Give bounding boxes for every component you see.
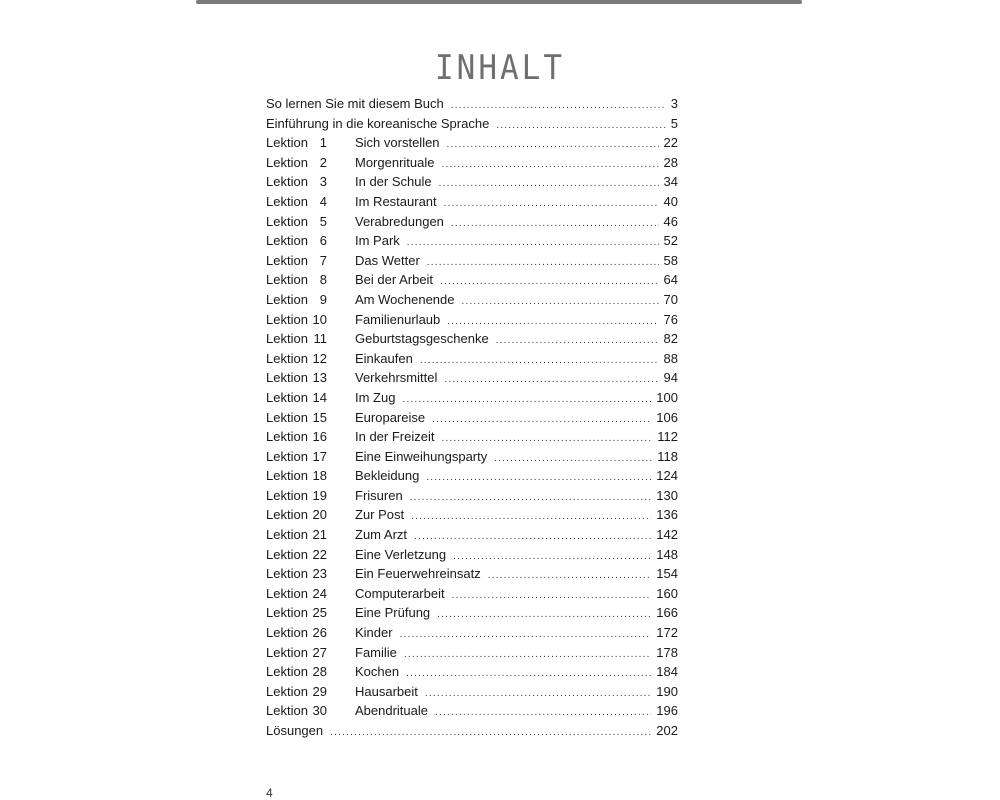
table-of-contents: [266, 94, 678, 741]
toc-dot-leader: [496, 331, 659, 351]
toc-page-number: 202: [656, 723, 678, 738]
toc-lesson-entry[interactable]: [266, 643, 678, 663]
toc-dot-leader: [330, 723, 651, 743]
toc-dot-leader: [426, 468, 651, 488]
toc-dot-leader: [427, 253, 659, 273]
toc-lesson-entry[interactable]: [266, 525, 678, 545]
lesson-number: 26: [312, 625, 327, 641]
lesson-number: 10: [312, 311, 327, 327]
toc-page-number: 82: [663, 331, 678, 347]
toc-lesson-entry[interactable]: [266, 623, 678, 643]
lesson-label: Lektion: [266, 135, 308, 151]
toc-dot-leader: [452, 586, 652, 606]
lesson-number: 29: [312, 683, 327, 699]
toc-lesson-entry[interactable]: [266, 447, 678, 467]
toc-lesson-entry[interactable]: [266, 368, 678, 388]
lesson-label: Lektion: [266, 213, 308, 229]
lesson-title: In der Freizeit: [355, 429, 435, 445]
toc-lesson-entry[interactable]: [266, 505, 678, 525]
lesson-title: Frisuren: [355, 487, 403, 503]
lesson-title: Bei der Arbeit: [355, 272, 434, 288]
toc-lesson-entry[interactable]: [266, 584, 678, 604]
lesson-title: Im Restaurant: [355, 193, 437, 209]
toc-dot-leader: [435, 703, 651, 723]
lesson-label: Lektion: [266, 468, 308, 484]
toc-page-number: 34: [663, 174, 678, 190]
toc-page-number: 70: [663, 291, 678, 307]
lesson-label: Lektion: [266, 703, 308, 719]
toc-page-number: 94: [663, 370, 678, 386]
toc-page-number: 64: [663, 272, 678, 288]
toc-dot-leader: [494, 449, 652, 469]
lesson-label: Lektion: [266, 507, 308, 523]
lesson-label: Lektion: [266, 625, 308, 641]
lesson-label: Lektion: [266, 193, 308, 209]
lesson-title: Morgenrituale: [355, 154, 435, 170]
lesson-label: Lektion: [266, 527, 308, 543]
toc-dot-leader: [453, 547, 651, 567]
lesson-title: Am Wochenende: [355, 291, 455, 307]
toc-page-number: 130: [656, 487, 678, 503]
lesson-label: Lektion: [266, 566, 308, 582]
lesson-label: Lektion: [266, 272, 308, 288]
lesson-number: 17: [312, 448, 327, 464]
toc-page-number: 184: [656, 664, 678, 680]
toc-page-number: 100: [656, 389, 678, 405]
lesson-title: Verabredungen: [355, 213, 444, 229]
lesson-number: 1: [319, 135, 327, 151]
lesson-label: Lektion: [266, 448, 308, 464]
toc-page-number: 196: [656, 703, 678, 719]
toc-dot-leader: [439, 174, 659, 194]
toc-lesson-entry[interactable]: [266, 192, 678, 212]
toc-page-number: 112: [657, 429, 678, 445]
toc-lesson-entry[interactable]: [266, 133, 678, 153]
toc-lesson-entry[interactable]: [266, 682, 678, 702]
toc-dot-leader: [451, 214, 659, 234]
lesson-title: Zum Arzt: [355, 527, 408, 543]
toc-entry[interactable]: [266, 721, 678, 741]
toc-lesson-entry[interactable]: [266, 290, 678, 310]
lesson-title: Im Zug: [355, 389, 396, 405]
lesson-label: Lektion: [266, 409, 308, 425]
page-number-footer: 4: [266, 786, 273, 800]
lesson-label: Lektion: [266, 174, 308, 190]
lesson-number: 5: [319, 213, 327, 229]
toc-dot-leader: [400, 625, 652, 645]
toc-lesson-entry[interactable]: [266, 662, 678, 682]
toc-lesson-entry[interactable]: [266, 172, 678, 192]
toc-page-number: 58: [663, 252, 678, 268]
toc-page-number: 22: [663, 135, 678, 151]
toc-dot-leader: [407, 233, 659, 253]
toc-entry-title: Einführung in die koreanische Sprache: [266, 115, 490, 131]
toc-dot-leader: [404, 645, 651, 665]
lesson-number: 6: [319, 233, 327, 249]
lesson-title: Eine Einweihungsparty: [355, 448, 488, 464]
lesson-title: Im Park: [355, 233, 400, 249]
toc-lesson-entry[interactable]: [266, 564, 678, 584]
lesson-label: Lektion: [266, 311, 308, 327]
lesson-label: Lektion: [266, 252, 308, 268]
toc-dot-leader: [488, 566, 652, 586]
toc-dot-leader: [420, 351, 659, 371]
toc-dot-leader: [496, 116, 665, 136]
lesson-label: Lektion: [266, 291, 308, 307]
lesson-title: Ein Feuerwehreinsatz: [355, 566, 481, 582]
lesson-title: Europareise: [355, 409, 426, 425]
lesson-title: Sich vorstellen: [355, 135, 440, 151]
toc-dot-leader: [402, 390, 651, 410]
lesson-number: 14: [312, 389, 327, 405]
lesson-label: Lektion: [266, 546, 308, 562]
lesson-title: Computerarbeit: [355, 585, 445, 601]
toc-lesson-entry[interactable]: [266, 153, 678, 173]
toc-lesson-entry[interactable]: [266, 408, 678, 428]
lesson-label: Lektion: [266, 605, 308, 621]
toc-dot-leader: [432, 410, 651, 430]
lesson-title: Einkaufen: [355, 350, 413, 366]
toc-page-number: 172: [656, 625, 678, 641]
toc-page-number: 178: [656, 644, 678, 660]
lesson-number: 23: [312, 566, 327, 582]
toc-page-number: 160: [656, 585, 678, 601]
toc-lesson-entry[interactable]: [266, 388, 678, 408]
lesson-title: Zur Post: [355, 507, 405, 523]
lesson-number: 21: [312, 527, 327, 543]
toc-lesson-entry[interactable]: [266, 310, 678, 330]
lesson-number: 30: [312, 703, 327, 719]
toc-page-number: 3: [670, 96, 678, 111]
lesson-number: 27: [312, 644, 327, 660]
toc-dot-leader: [437, 605, 651, 625]
lesson-number: 24: [312, 585, 327, 601]
toc-dot-leader: [425, 684, 651, 704]
toc-page-number: 142: [656, 527, 678, 543]
page-title: INHALT: [435, 48, 565, 88]
toc-entry[interactable]: [266, 94, 678, 114]
toc-page-number: 52: [663, 233, 678, 249]
toc-lesson-entry[interactable]: [266, 231, 678, 251]
toc-page-number: 46: [663, 213, 678, 229]
lesson-label: Lektion: [266, 487, 308, 503]
toc-page-number: 28: [663, 154, 678, 170]
lesson-number: 16: [312, 429, 327, 445]
lesson-label: Lektion: [266, 585, 308, 601]
toc-lesson-entry[interactable]: [266, 466, 678, 486]
toc-page-number: 106: [656, 409, 678, 425]
toc-dot-leader: [410, 488, 652, 508]
toc-lesson-entry[interactable]: [266, 603, 678, 623]
lesson-number: 18: [312, 468, 327, 484]
lesson-label: Lektion: [266, 644, 308, 660]
lesson-number: 22: [312, 546, 327, 562]
toc-entry-title: Lösungen: [266, 723, 324, 738]
lesson-number: 12: [312, 350, 327, 366]
toc-lesson-entry[interactable]: [266, 545, 678, 565]
toc-page-number: 190: [656, 683, 678, 699]
lesson-title: Eine Prüfung: [355, 605, 431, 621]
toc-page-number: 76: [663, 311, 678, 327]
lesson-label: Lektion: [266, 233, 308, 249]
lesson-number: 28: [312, 664, 327, 680]
toc-lesson-entry[interactable]: [266, 349, 678, 369]
toc-lesson-entry[interactable]: [266, 251, 678, 271]
lesson-title: Verkehrsmittel: [355, 370, 438, 386]
toc-lesson-entry[interactable]: [266, 486, 678, 506]
toc-dot-leader: [440, 272, 658, 292]
toc-lesson-entry[interactable]: [266, 427, 678, 447]
toc-dot-leader: [444, 194, 659, 214]
lesson-label: Lektion: [266, 683, 308, 699]
toc-page-number: 40: [663, 193, 678, 209]
toc-lesson-entry[interactable]: [266, 329, 678, 349]
toc-dot-leader: [462, 292, 659, 312]
lesson-label: Lektion: [266, 389, 308, 405]
lesson-title: Das Wetter: [355, 252, 420, 268]
lesson-title: Bekleidung: [355, 468, 420, 484]
lesson-number: 2: [319, 154, 327, 170]
lesson-title: Eine Verletzung: [355, 546, 447, 562]
toc-page-number: 148: [656, 546, 678, 562]
lesson-label: Lektion: [266, 664, 308, 680]
lesson-title: Familienurlaub: [355, 311, 441, 327]
toc-lesson-entry[interactable]: [266, 270, 678, 290]
toc-dot-leader: [447, 135, 659, 155]
toc-dot-leader: [442, 155, 659, 175]
lesson-title: Familie: [355, 644, 397, 660]
toc-dot-leader: [444, 370, 658, 390]
toc-dot-leader: [406, 664, 651, 684]
lesson-number: 7: [319, 252, 327, 268]
lesson-label: Lektion: [266, 154, 308, 170]
toc-page-number: 5: [670, 115, 678, 131]
lesson-number: 11: [313, 331, 327, 347]
toc-page-number: 166: [656, 605, 678, 621]
toc-page-number: 136: [656, 507, 678, 523]
lesson-title: Geburtstagsgeschenke: [355, 331, 489, 347]
lesson-number: 20: [312, 507, 327, 523]
lesson-number: 13: [312, 370, 327, 386]
lesson-label: Lektion: [266, 331, 308, 347]
top-rule: [196, 0, 802, 4]
toc-entry-title: So lernen Sie mit diesem Buch: [266, 96, 444, 111]
toc-lesson-entry[interactable]: [266, 701, 678, 721]
lesson-title: Abendrituale: [355, 703, 428, 719]
lesson-number: 3: [319, 174, 327, 190]
toc-page-number: 88: [663, 350, 678, 366]
lesson-number: 25: [312, 605, 327, 621]
lesson-title: In der Schule: [355, 174, 432, 190]
lesson-title: Kinder: [355, 625, 393, 641]
toc-page-number: 118: [657, 448, 678, 464]
lesson-number: 4: [319, 193, 327, 209]
lesson-label: Lektion: [266, 370, 308, 386]
lesson-number: 9: [319, 291, 327, 307]
toc-page-number: 124: [656, 468, 678, 484]
lesson-label: Lektion: [266, 429, 308, 445]
toc-page-number: 154: [656, 566, 678, 582]
toc-lesson-entry[interactable]: [266, 212, 678, 232]
toc-dot-leader: [414, 527, 651, 547]
toc-entry[interactable]: [266, 114, 678, 134]
lesson-number: 19: [312, 487, 327, 503]
lesson-number: 8: [319, 272, 327, 288]
lesson-title: Kochen: [355, 664, 400, 680]
lesson-title: Hausarbeit: [355, 683, 418, 699]
lesson-label: Lektion: [266, 350, 308, 366]
lesson-number: 15: [312, 409, 327, 425]
toc-dot-leader: [411, 507, 651, 527]
